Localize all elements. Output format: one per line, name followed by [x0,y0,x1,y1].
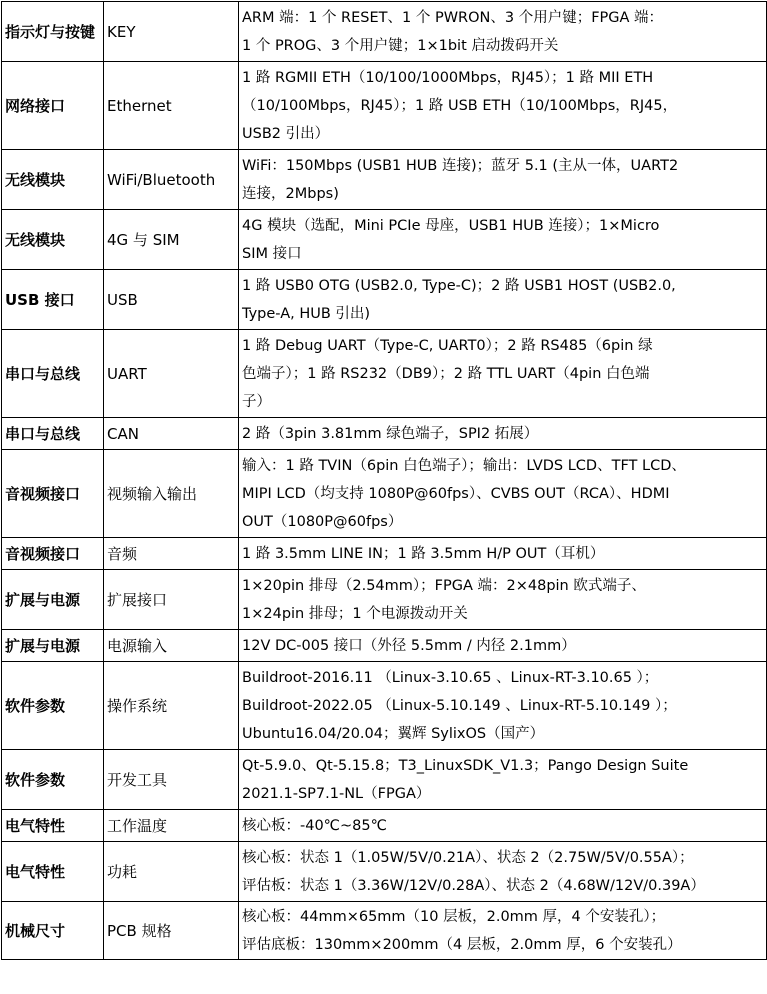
description-cell [239,630,767,662]
description-cell [239,330,767,418]
description-line: 1 路 RGMII ETH（10/100/1000Mbps，RJ45）；1 路 MII ETH [242,69,654,86]
description-line: 1 个 PROG、3 个用户键；1×1bit 启动拨码开关 [242,37,559,54]
table-row [2,538,767,570]
description-line: Buildroot-2022.05 （Linux-5.10.149 、Linux-RT-5.10.149 ）； [242,697,677,714]
description-line: （10/100Mbps，RJ45）；1 路 USB ETH（10/100Mbps，RJ45， [242,97,678,114]
category-cell: 音视频接口 [2,538,104,570]
category-cell: 网络接口 [2,62,104,150]
table-row [2,810,767,842]
category-cell: 扩展与电源 [2,630,104,662]
table-row [2,210,767,270]
description-line: 1×24pin 排母；1 个电源拨动开关 [242,605,468,622]
table-row [2,62,767,150]
item-cell: PCB 规格 [104,902,239,960]
description-line: 4G 模块（选配，Mini PCIe 母座，USB1 HUB 连接）；1×Micro [242,217,660,234]
item-cell: 电源输入 [104,630,239,662]
item-cell: CAN [104,418,239,450]
description-line: 12V DC-005 接口（外径 5.5mm / 内径 2.1mm） [242,637,576,654]
description-line: 2 路（3pin 3.81mm 绿色端子，SPI2 拓展） [242,425,539,442]
table-row [2,270,767,330]
item-cell: 工作温度 [104,810,239,842]
description-cell [239,538,767,570]
category-cell: 软件参数 [2,662,104,750]
table-row [2,630,767,662]
description-cell [239,2,767,62]
category-cell: 串口与总线 [2,418,104,450]
description-line: 子） [242,393,271,410]
table-row [2,418,767,450]
category-cell: 串口与总线 [2,330,104,418]
description-line: MIPI LCD（均支持 1080P@60fps）、CVBS OUT（RCA）、HDMI [242,485,670,502]
table-row [2,2,767,62]
description-cell [239,210,767,270]
description-cell [239,902,767,960]
description-cell [239,62,767,150]
item-cell: 操作系统 [104,662,239,750]
table-row [2,150,767,210]
item-cell: 视频输入输出 [104,450,239,538]
description-line: 输入：1 路 TVIN（6pin 白色端子）；输出：LVDS LCD、TFT LCD、 [242,457,686,474]
description-line: 核心板：44mm×65mm（10 层板，2.0mm 厚，4 个安装孔）； [242,908,666,925]
category-cell: 音视频接口 [2,450,104,538]
table-row [2,662,767,750]
description-line: 核心板：-40℃~85℃ [242,817,387,834]
item-cell: 功耗 [104,842,239,902]
table-row [2,450,767,538]
item-cell: USB [104,270,239,330]
description-line: USB2 引出） [242,125,330,142]
description-cell [239,270,767,330]
item-cell: 扩展接口 [104,570,239,630]
description-line: Buildroot-2016.11 （Linux-3.10.65 、Linux-RT-3.10.65 ）； [242,669,659,686]
table-row [2,902,767,960]
description-cell [239,418,767,450]
category-cell: 机械尺寸 [2,902,104,960]
table-row [2,842,767,902]
item-cell: 音频 [104,538,239,570]
description-cell [239,570,767,630]
item-cell: KEY [104,2,239,62]
description-line: 连接，2Mbps) [242,185,339,202]
description-cell [239,450,767,538]
category-cell: 指示灯与按键 [2,2,104,62]
spec-table [1,1,767,960]
category-cell: 电气特性 [2,842,104,902]
category-cell: 无线模块 [2,150,104,210]
description-line: WiFi：150Mbps (USB1 HUB 连接)；蓝牙 5.1 (主从一体，UART2 [242,157,679,174]
description-line: 核心板：状态 1（1.05W/5V/0.21A）、状态 2（2.75W/5V/0.55A）； [242,849,694,866]
description-line: 评估板：状态 1（3.36W/12V/0.28A）、状态 2（4.68W/12V/0.39A） [242,877,705,894]
description-line: ARM 端：1 个 RESET、1 个 PWRON、3 个用户键；FPGA 端： [242,9,664,26]
description-line: Type-A, HUB 引出) [242,305,371,322]
item-cell: 开发工具 [104,750,239,810]
category-cell: 扩展与电源 [2,570,104,630]
table-row [2,750,767,810]
description-line: 1×20pin 排母（2.54mm）；FPGA 端：2×48pin 欧式端子、 [242,577,646,594]
description-line: 评估底板：130mm×200mm（4 层板，2.0mm 厚，6 个安装孔） [242,936,682,953]
description-cell [239,662,767,750]
item-cell: 4G 与 SIM [104,210,239,270]
item-cell: UART [104,330,239,418]
item-cell: WiFi/Bluetooth [104,150,239,210]
table-row [2,330,767,418]
description-cell [239,750,767,810]
description-line: 1 路 3.5mm LINE IN；1 路 3.5mm H/P OUT（耳机） [242,545,605,562]
description-line: OUT（1080P@60fps） [242,513,403,530]
item-cell: Ethernet [104,62,239,150]
description-line: 色端子）；1 路 RS232（DB9）；2 路 TTL UART（4pin 白色端 [242,365,650,382]
description-line: 2021.1-SP7.1-NL（FPGA） [242,785,431,802]
description-line: SIM 接口 [242,245,302,262]
description-cell [239,810,767,842]
description-line: Qt-5.9.0、Qt-5.15.8；T3_LinuxSDK_V1.3；Pango Design Suite [242,757,689,774]
description-line: Ubuntu16.04/20.04；翼辉 SylixOS（国产） [242,725,545,742]
category-cell: USB 接口 [2,270,104,330]
category-cell: 无线模块 [2,210,104,270]
description-line: 1 路 USB0 OTG (USB2.0, Type-C)；2 路 USB1 HOST (USB2.0, [242,277,676,294]
table-row [2,570,767,630]
description-cell [239,842,767,902]
category-cell: 电气特性 [2,810,104,842]
description-cell [239,150,767,210]
description-line: 1 路 Debug UART（Type-C, UART0）；2 路 RS485（6pin 绿 [242,337,653,354]
category-cell: 软件参数 [2,750,104,810]
